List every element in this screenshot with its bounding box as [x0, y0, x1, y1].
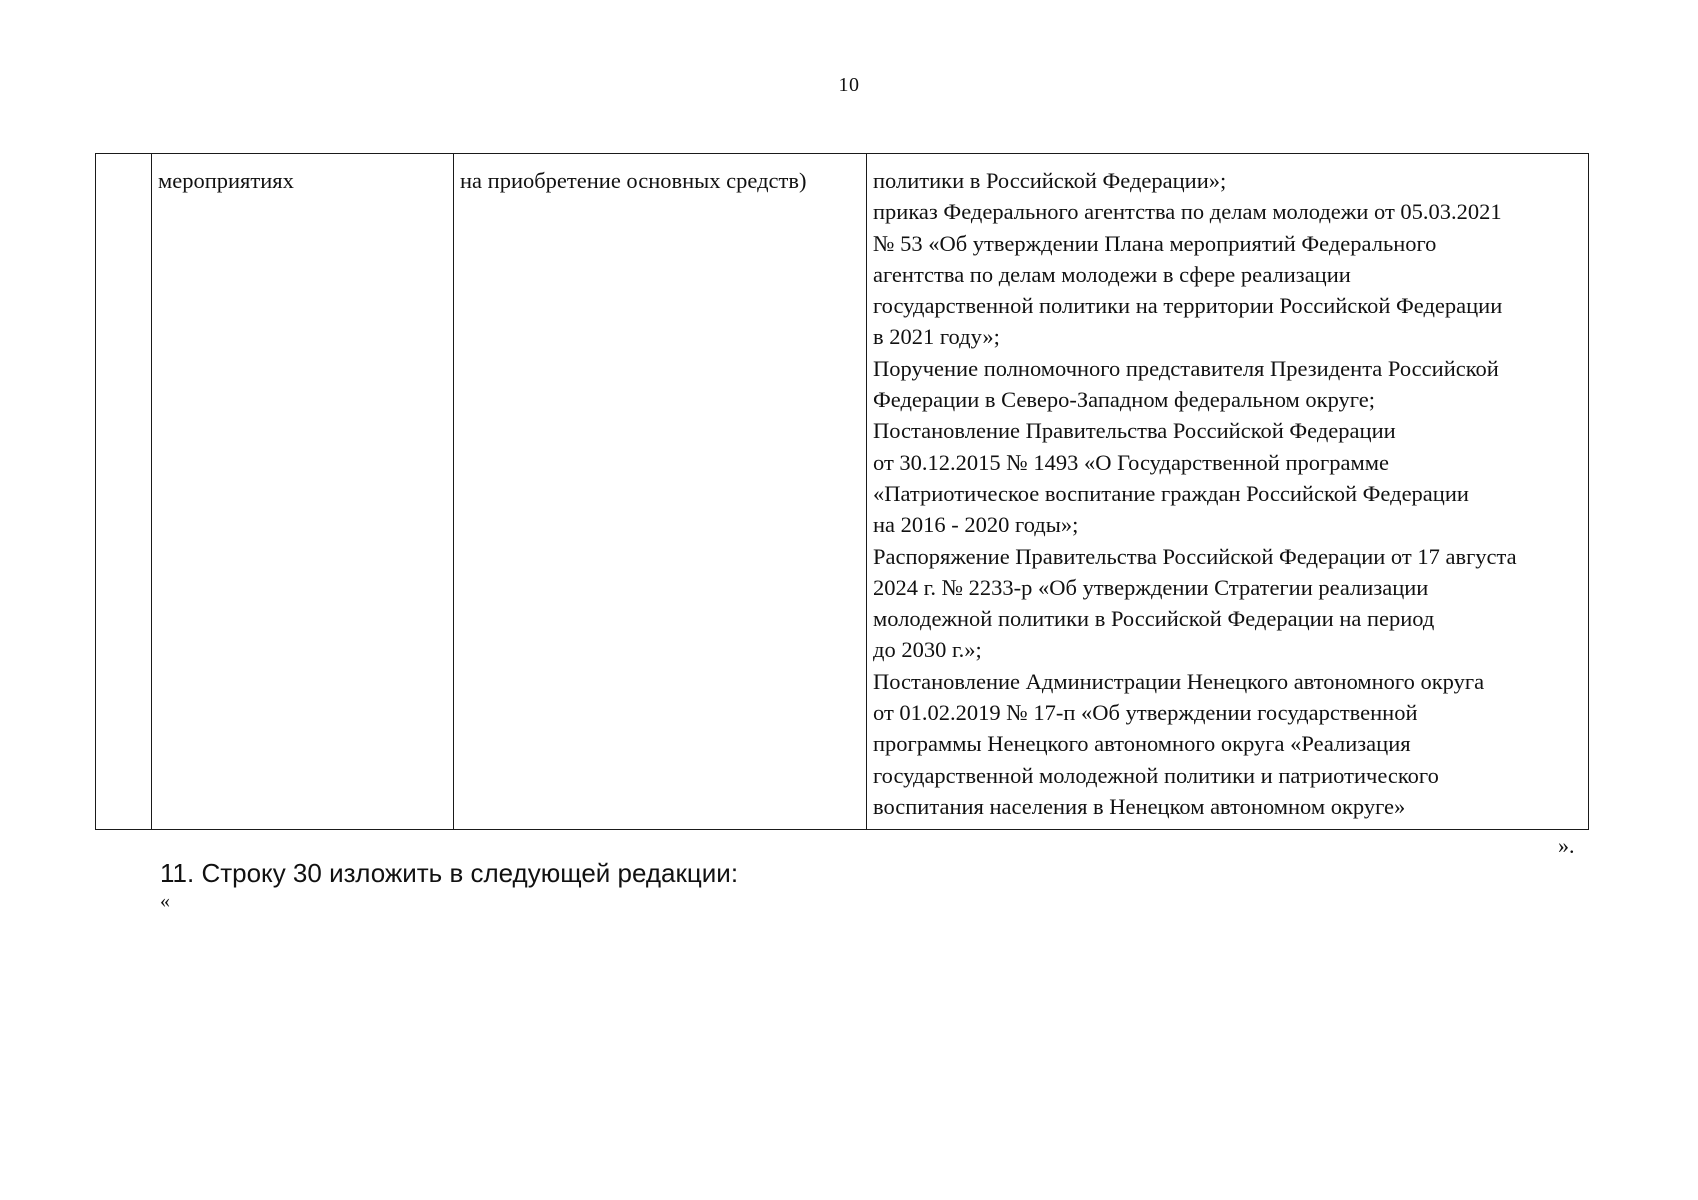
legal-basis-line: политики в Российской Федерации»; — [873, 168, 1227, 193]
legal-basis-line: от 01.02.2019 № 17-п «Об утверждении государственной — [873, 700, 1418, 726]
legal-basis-line: воспитания населения в Ненецком автономном округе» — [873, 793, 1406, 819]
closing-quote: ». — [1558, 833, 1575, 858]
table-cell-purpose: на приобретение основных средств) — [454, 154, 867, 830]
legal-basis-line: № 53 «Об утверждении Плана мероприятий Федерального — [873, 230, 1437, 256]
legal-basis-line: Постановление Администрации Ненецкого автономного округа — [873, 668, 1485, 694]
legal-basis-line: Поручение полномочного представителя Президента Российской — [873, 355, 1499, 381]
legal-basis-line: государственной молодежной политики и патриотического — [873, 762, 1439, 788]
legal-basis-line: приказ Федерального агентства по делам молодежи от 05.03.2021 — [873, 199, 1502, 225]
legal-basis-line: до 2030 г.»; — [873, 637, 982, 663]
legal-basis-line: на 2016 - 2020 годы»; — [873, 512, 1079, 538]
legal-basis-line: агентства по делам молодежи в сфере реализации — [873, 261, 1351, 287]
opening-quote: « — [160, 890, 170, 912]
page-number: 10 — [838, 74, 860, 96]
legal-basis-line: Федерации в Северо-Западном федеральном округе; — [873, 387, 1375, 413]
legal-basis-line: государственной политики на территории Российской Федерации — [873, 293, 1503, 319]
table-row — [96, 154, 1589, 830]
legal-basis-line: в 2021 году»; — [873, 324, 1000, 350]
table-cell-activity: мероприятиях — [152, 154, 454, 830]
legal-basis-line: «Патриотическое воспитание граждан Российской Федерации — [873, 480, 1469, 506]
legal-basis-line: программы Ненецкого автономного округа «Реализация — [873, 731, 1411, 757]
legal-basis-line: от 30.12.2015 № 1493 «О Государственной программе — [873, 449, 1389, 475]
table-cell-number — [96, 154, 152, 830]
legal-basis-line: Постановление Правительства Российской Федерации — [873, 418, 1396, 444]
table-cell-legal-basis — [867, 154, 1589, 830]
legal-basis-line: 2024 г. № 2233-р «Об утверждении Стратегии реализации — [873, 574, 1429, 600]
document-table — [95, 153, 1589, 830]
legal-basis-line: Распоряжение Правительства Российской Федерации от 17 августа — [873, 543, 1517, 569]
legal-basis-line: молодежной политики в Российской Федерации на период — [873, 606, 1435, 632]
amendment-instruction: 11. Строку 30 изложить в следующей редакции: — [160, 858, 739, 888]
